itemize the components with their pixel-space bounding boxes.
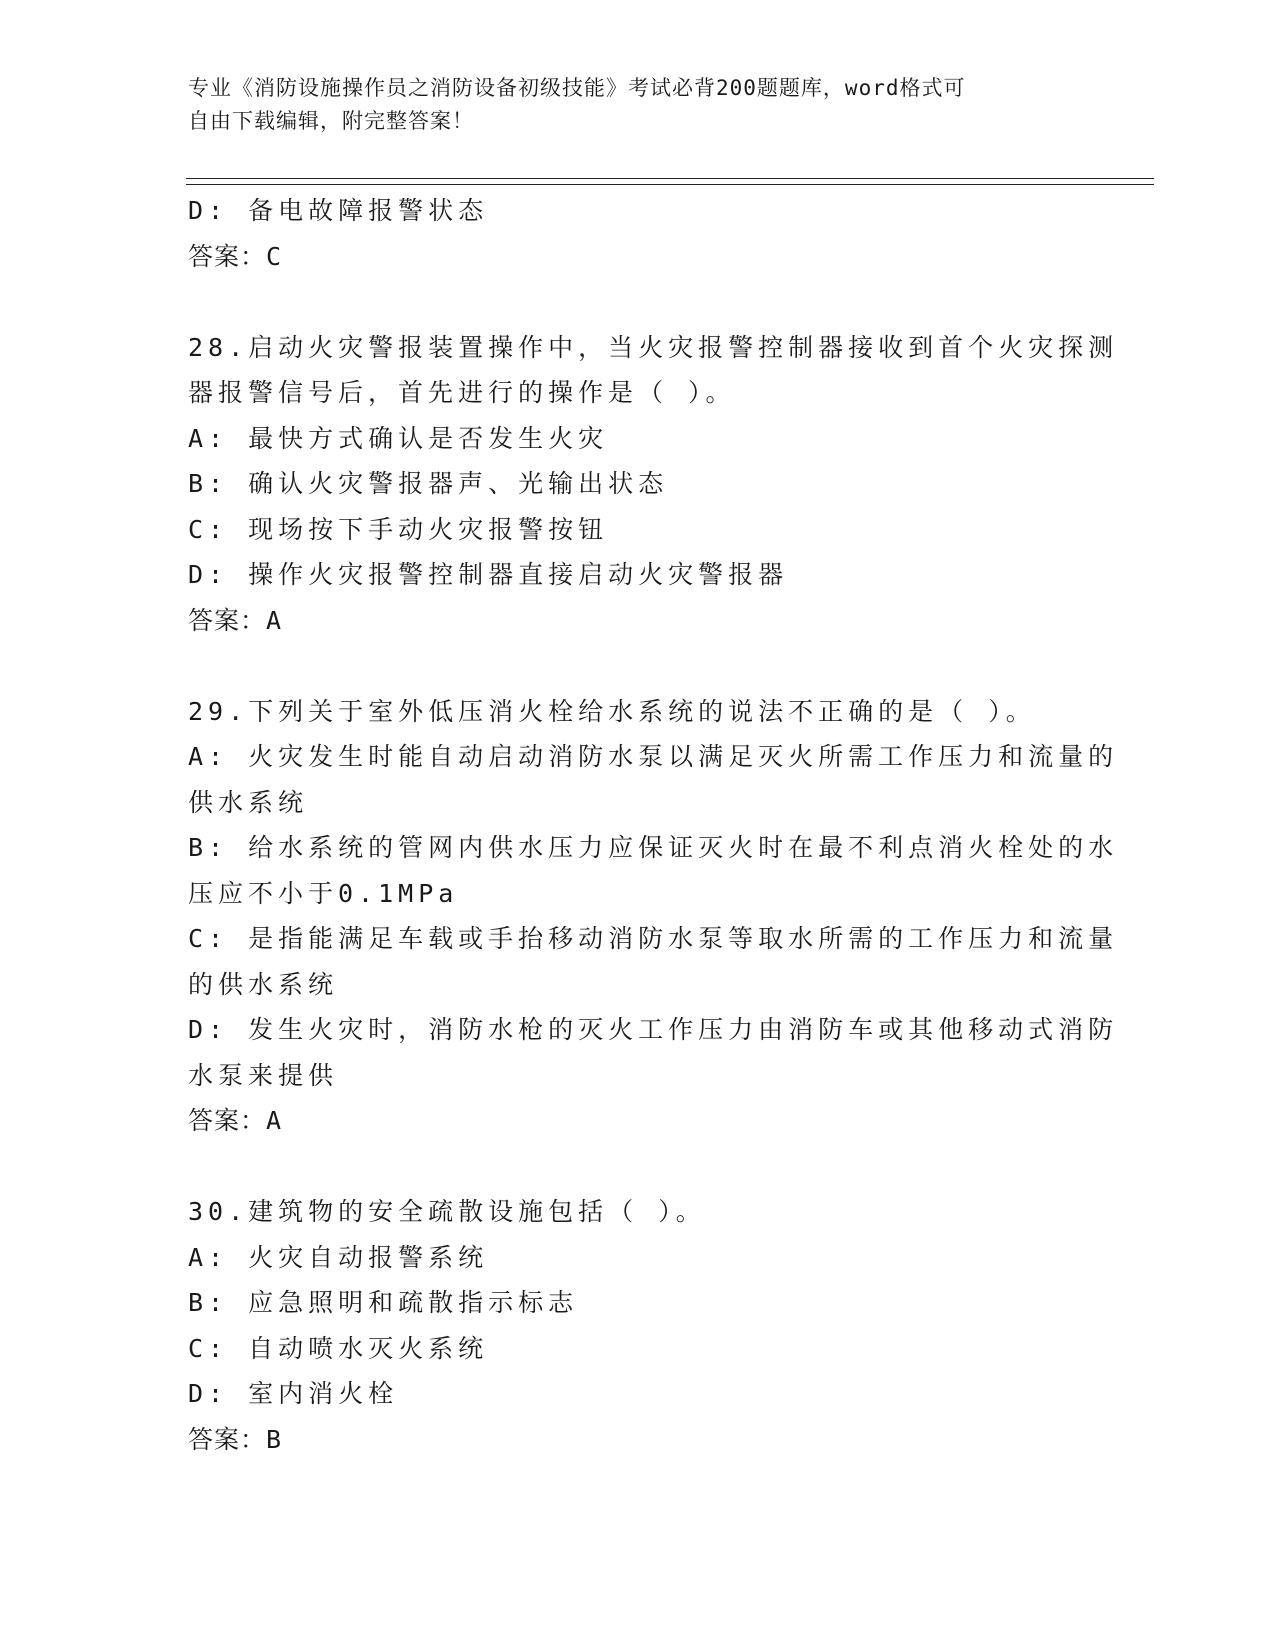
question-stem: 器报警信号后，首先进行的操作是（ ）。 <box>188 378 736 407</box>
option-c-continued: 的供水系统 <box>188 969 339 999</box>
option-d: D: 备电故障报警状态 <box>188 196 489 225</box>
question-stem: 29.下列关于室外低压消火栓给水系统的说法不正确的是（ ）。 <box>188 696 1036 726</box>
option-d: D: 室内消火栓 <box>188 1379 399 1408</box>
question-stem: 28.启动火灾警报装置操作中，当火灾报警控制器接收到首个火灾探测 <box>188 332 1119 362</box>
question-stem: 30.建筑物的安全疏散设施包括（ ）。 <box>188 1197 706 1226</box>
spacer <box>188 279 1088 325</box>
answer-line <box>188 234 1088 280</box>
answer-value: C <box>266 241 283 271</box>
answer-value: A <box>266 605 283 635</box>
header-line-1: 专业《消防设施操作员之消防设备初级技能》考试必背200题题库，word格式可 <box>188 76 966 100</box>
question-30 <box>188 1189 1088 1462</box>
document-body <box>188 188 1119 1462</box>
answer-label: 答案： <box>188 241 267 271</box>
option-b: B: 确认火灾警报器声、光输出状态 <box>188 469 669 498</box>
answer-line <box>188 1417 1088 1463</box>
option-c: C: 自动喷水灭火系统 <box>188 1333 489 1363</box>
spacer <box>188 643 1088 689</box>
option-b: B: 应急照明和疏散指示标志 <box>188 1288 579 1317</box>
header-divider <box>186 178 1154 185</box>
answer-label: 答案： <box>188 1424 267 1454</box>
answer-label: 答案： <box>188 605 267 635</box>
question-29 <box>188 689 1119 1144</box>
question-28 <box>188 325 1119 644</box>
option-d: D: 操作火灾报警控制器直接启动火灾警报器 <box>188 560 789 589</box>
spacer <box>188 1144 1088 1190</box>
option-c: C: 是指能满足车载或手抬移动消防水泵等取水所需的工作压力和流量 <box>188 924 1119 953</box>
option-b: B: 给水系统的管网内供水压力应保证灭火时在最不利点消火栓处的水 <box>188 833 1119 862</box>
option-a-continued: 供水系统 <box>188 787 309 817</box>
option-d-continued: 水泵来提供 <box>188 1060 339 1090</box>
option-a: A: 火灾自动报警系统 <box>188 1242 489 1272</box>
answer-line <box>188 598 1088 644</box>
answer-line <box>188 1098 1088 1144</box>
answer-value: B <box>266 1424 283 1454</box>
header-line-2: 自由下载编辑，附完整答案！ <box>188 109 474 133</box>
option-c: C: 现场按下手动火灾报警按钮 <box>188 514 609 544</box>
option-a: A: 火灾发生时能自动启动消防水泵以满足灭火所需工作压力和流量的 <box>188 742 1119 771</box>
answer-label: 答案： <box>188 1106 267 1135</box>
option-d: D: 发生火灾时，消防水枪的灭火工作压力由消防车或其他移动式消防 <box>188 1015 1119 1044</box>
option-b-continued: 压应不小于0.1MPa <box>188 878 459 908</box>
page-header <box>188 72 1068 138</box>
answer-value: A <box>266 1106 283 1135</box>
option-a: A: 最快方式确认是否发生火灾 <box>188 423 609 453</box>
